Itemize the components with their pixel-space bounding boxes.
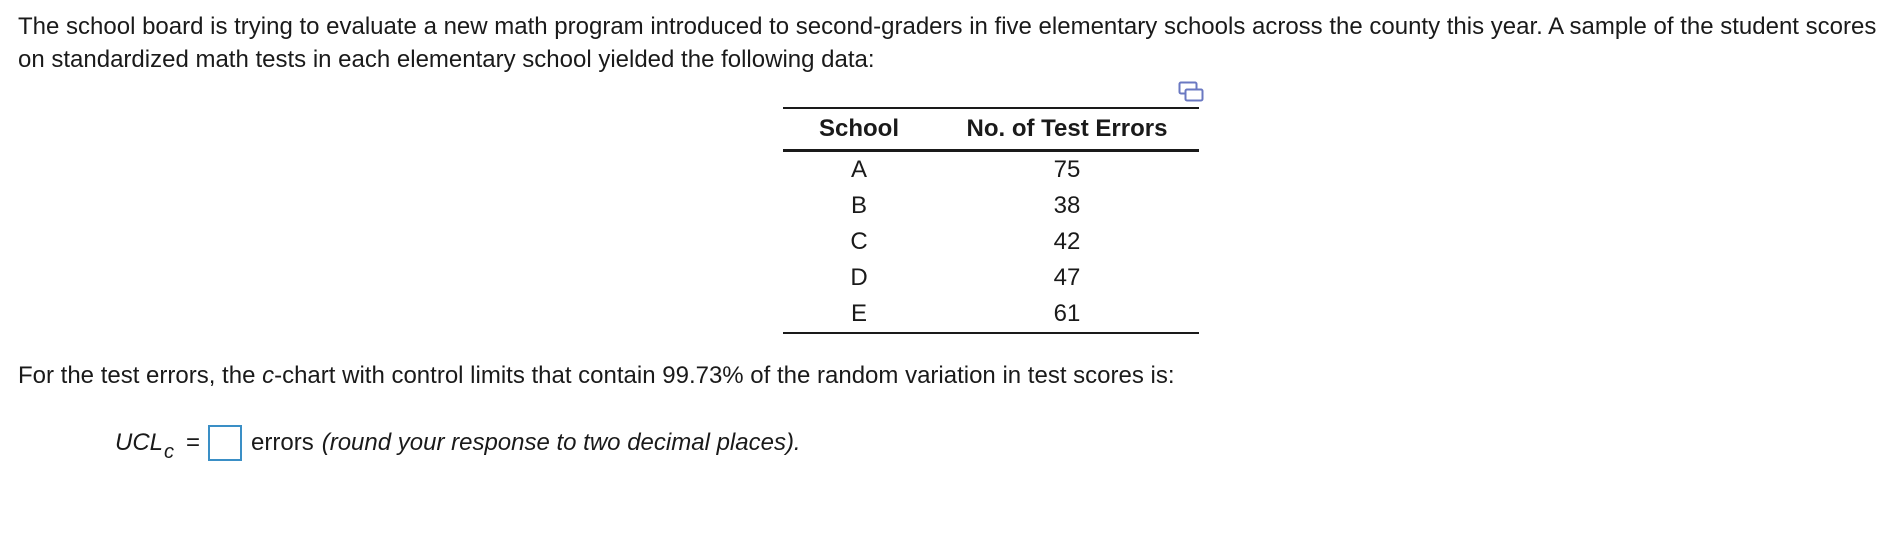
table-header-row	[783, 108, 1199, 151]
rounding-hint: (round your response to two decimal places).	[321, 429, 801, 456]
cell-school: E	[850, 300, 867, 327]
ucl-label: UCL	[115, 429, 164, 456]
cell-errors: 42	[1053, 228, 1081, 255]
ucl-answer-row	[115, 421, 801, 465]
data-table-container	[783, 107, 1199, 334]
cell-school: A	[850, 156, 867, 183]
ucl-subscript: c	[164, 440, 175, 463]
equals-sign: =	[186, 429, 201, 456]
cell-school: C	[850, 228, 868, 255]
cell-school: D	[850, 264, 868, 291]
problem-statement: The school board is trying to evaluate a new math program introduced to second-graders in five elementary schools across the county this year. A sample of the student scores on standardized math tests in each elementary school yielded the following data:	[18, 13, 1877, 73]
unit-label: errors	[251, 429, 314, 456]
table-row	[783, 188, 1199, 224]
question-text	[18, 361, 1175, 391]
table-row	[783, 260, 1199, 296]
question-chart-letter: c	[262, 362, 275, 389]
cell-errors: 61	[1053, 300, 1081, 327]
table-row	[783, 296, 1199, 333]
cell-errors: 47	[1053, 264, 1081, 291]
cell-errors: 38	[1053, 192, 1081, 219]
copy-table-icon[interactable]	[1178, 81, 1204, 103]
table-row	[783, 224, 1199, 260]
question-prefix: For the test errors, the	[18, 362, 263, 389]
header-school: School	[783, 108, 935, 151]
question-suffix: -chart with control limits that contain 99.73% of the random variation in test scores is:	[274, 362, 1175, 389]
header-test-errors: No. of Test Errors	[935, 108, 1199, 151]
table-row	[783, 151, 1199, 189]
test-errors-table	[783, 107, 1199, 334]
cell-school: B	[850, 192, 867, 219]
ucl-answer-input[interactable]	[208, 425, 242, 461]
cell-errors: 75	[1053, 156, 1081, 183]
